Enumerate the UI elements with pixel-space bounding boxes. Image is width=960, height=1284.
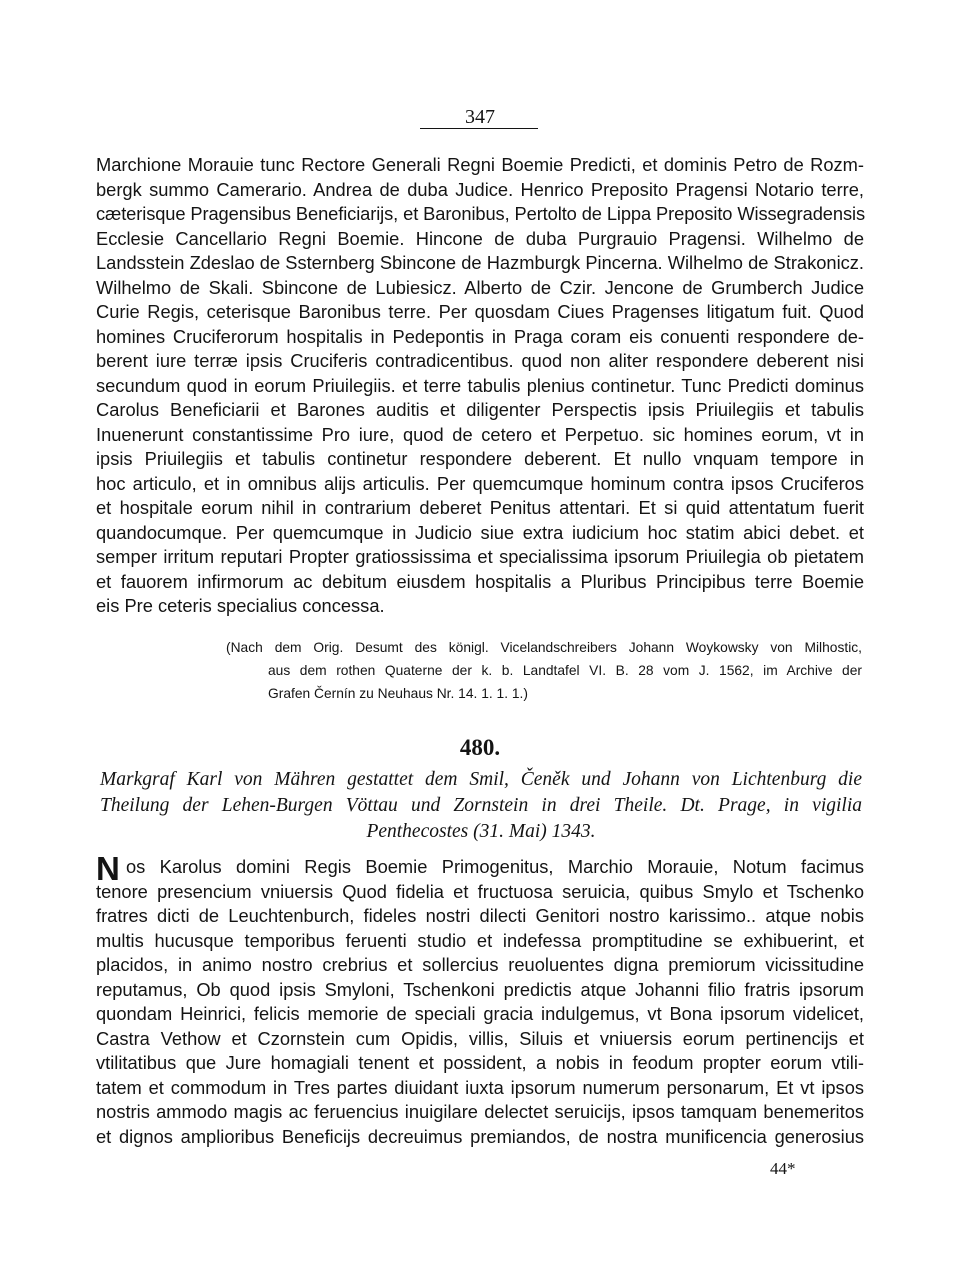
text-line: quandocumque. Per quemcumque in Judicio siue extra iudicium hoc statim abici debet. et (96, 521, 864, 543)
text-line: et fauorem infirmorum ac debitum eiusdem hospitalis a Pluribus Principibus terre Boemie (96, 570, 864, 592)
source-note-line: aus dem rothen Quaterne der k. b. Landtafel VI. B. 28 vom J. 1562, im Archive der (268, 663, 862, 678)
text-line: quondam Heinrici, felicis memorie de speciali gracia indulgemus, vt Bona ipsorum videlicet, (96, 1003, 864, 1024)
text-line: Curie Regis, ceterisque Baronibus terre. Per quosdam Ciues Pragenses litigatum fuit. Quod (96, 301, 864, 322)
drop-initial: N (96, 850, 120, 887)
text-line: eis Pre ceteris specialius concessa. (96, 595, 385, 616)
text-line: tatem et commodum in Tres partes diuidant iuxta ipsorum numerum personarum, Et vt ipsos (96, 1076, 864, 1098)
page-number: 347 (465, 106, 495, 128)
header-rule (420, 128, 538, 129)
text-line: vtilitatibus que Jure homagiali tenent et possident, a nobis in feodum propter eorum vtili- (96, 1052, 864, 1073)
charter-text (96, 850, 864, 1149)
regest-line: Theilung der Lehen-Burgen Vöttau und Zornstein in drei Theile. Dt. Prage, in vigilia (100, 795, 862, 816)
text-line: Marchione Morauie tunc Rectore Generali Regni Boemie Predicti, et dominis Petro de Rozm- (96, 154, 864, 175)
text-line: nostris ammodo magis ac feruencius inuigilare delectet seruicijs, ipsos tamquam benemeritos (96, 1101, 864, 1122)
text-line: cæterisque Pragensibus Beneficiarijs, et Baronibus, Pertolto de Lippa Preposito Wissegradensis (96, 203, 865, 224)
text-line: Inuenerunt constantissime Pro iure, quod de cetero et Perpetuo. sic homines eorum, vt in (96, 423, 864, 445)
text-line: Wilhelmo de Skali. Sbincone de Lubiesicz. Alberto de Czir. Jencone de Grumberch Judice (96, 276, 864, 298)
text-line: et dignos amplioribus Beneficijs decreuimus premiandos, de nostra munificencia generosius (96, 1125, 864, 1147)
text-line: secundum quod in eorum Priuilegiis. et terre tabulis plenius continetur. Tunc Predicti dominus (96, 374, 864, 396)
text-line: berent iure terræ ipsis Cruciferis contradicentibus. quod non aliter respondere deberent nisi (96, 350, 864, 371)
regest-line: Markgraf Karl von Mähren gestattet dem Smil, Čeněk und Johann von Lichtenburg die (100, 769, 862, 790)
text-line: et hospitale eorum nihil in contrarium deberet Penitus attentari. Et si quid attentatum fuerit (96, 497, 864, 518)
text-line: reputamus, Ob quod ipsis Smyloni, Tschenkoni predictis atque Johanni filio fratris ipsorum (96, 978, 864, 1000)
text-line: multis hucusque temporibus feruenti studio et indefessa promptitudine se exhibuerint, et (96, 929, 864, 951)
source-note-line: (Nach dem Orig. Desumt des königl. Vicelandschreibers Johann Woykowsky von Milhostic, (226, 640, 862, 655)
sheet-signature: 44* (770, 1159, 796, 1178)
text-line: Carolus Beneficiarii et Barones auditis et diligenter Perspectis ipsis Priuilegiis et tabulis (96, 399, 864, 420)
charter-first-line: os Karolus domini Regis Boemie Primogenitus, Marchio Morauie, Notum facimus (126, 856, 864, 877)
document-regest (100, 767, 862, 845)
text-line: hoc articulo, et in omnibus alijs articulis. Per quemcumque hominum contra ipsos Cruciferos (96, 472, 864, 494)
text-line: placidos, in animo nostro crebrius et sollercius reuoluentes digna premiorum vicissitudine (96, 954, 864, 975)
text-line: Castra Vethow et Czornstein cum Opidis, villis, Siluis et vniuersis eorum pertinencijs et (96, 1027, 864, 1049)
regest-line: Penthecostes (31. Mai) 1343. (366, 821, 596, 842)
text-line: fratres dicti de Leuchtenburch, fideles nostri dilecti Genitori nostro karissimo.. atque nobis (96, 905, 864, 926)
text-line: Landsstein Zdeslao de Ssternberg Sbincone de Hazmburgk Pincerna. Wilhelmo de Strakonicz. (96, 252, 864, 273)
text-line: homines Cruciferorum hospitalis in Pedepontis in Praga coram eis conuenti respondere de- (96, 325, 864, 347)
text-line: Ecclesie Cancellario Regni Boemie. Hincone de duba Purgrauio Pragensi. Wilhelmo de (96, 227, 864, 249)
source-note (226, 636, 862, 705)
source-note-line: Grafen Černín zu Neuhaus Nr. 14. 1. 1. 1.) (268, 686, 528, 701)
text-line: ipsis Priuilegiis et tabulis continetur respondere deberent. Et nullo vnquam tempore in (96, 448, 864, 469)
main-text (96, 153, 864, 619)
text-line: semper irritum reputari Propter gratiossissima et specialissima ipsorum Priuilegia ob pietatem (96, 546, 864, 567)
document-number: 480. (459, 735, 501, 760)
text-line: tenore presencium vniuersis Quod fidelia et fructuosa seruicia, quibus Smylo et Tschenko (96, 880, 864, 902)
text-line: bergk summo Camerario. Andrea de duba Judice. Henrico Preposito Pragensi Notario terre, (96, 178, 864, 200)
